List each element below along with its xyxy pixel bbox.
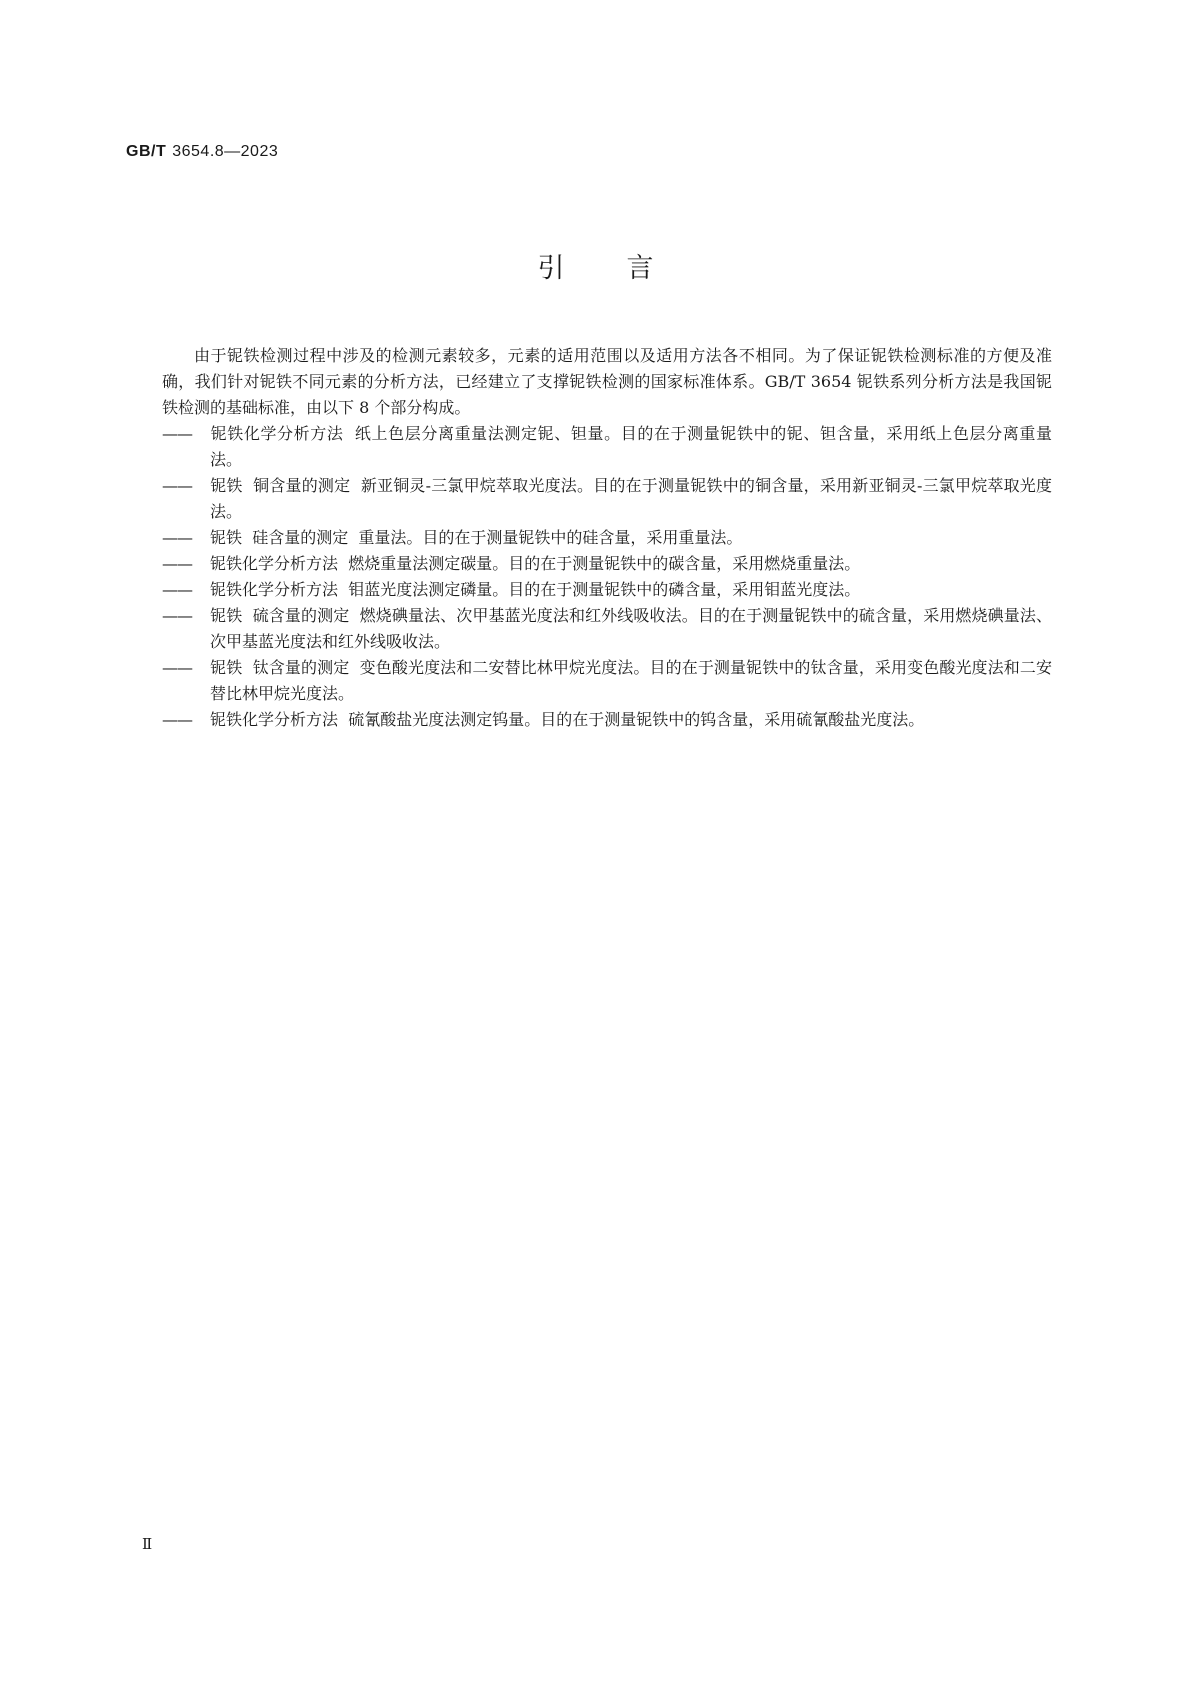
- part-name: 铌铁化学分析方法: [210, 580, 339, 599]
- part-method-2: 燃烧碘量法、次甲基蓝光度法和红外线吸收法: [359, 606, 682, 625]
- part-purpose: 目的在于测量铌铁中的硫含量，采用燃烧碘量法、次甲基蓝光度法和红外线吸收法。: [210, 606, 1052, 651]
- part-name: 铌铁化学分析方法: [210, 710, 339, 729]
- part-name: 铌铁: [210, 476, 243, 495]
- part-method: 硅含量的测定: [252, 528, 349, 547]
- list-dash: ——: [162, 580, 192, 599]
- page-number: Ⅱ: [142, 1535, 153, 1553]
- part-purpose: 目的在于测量铌铁中的铌、钽含量，采用纸上色层分离重量法。: [210, 424, 1052, 469]
- part-method-2: 重量法: [358, 528, 407, 547]
- list-item: —— 铌铁化学分析方法 硫氰酸盐光度法测定钨量。目的在于测量铌铁中的钨含量，采用硫氰酸盐光度法。: [162, 707, 1052, 733]
- list-dash: ——: [162, 606, 192, 625]
- part-method: 硫含量的测定: [252, 606, 350, 625]
- part-method: 硫氰酸盐光度法测定钨量: [348, 710, 525, 729]
- intro-paragraph: 由于铌铁检测过程中涉及的检测元素较多，元素的适用范围以及适用方法各不相同。为了保证铌铁检测标准的方便及准确，我们针对铌铁不同元素的分析方法，已经建立了支撑铌铁检测的国家标准体系。GB/T 3654 铌铁系列分析方法是我国铌铁检测的基础标准，由以下 8 个部分构成。: [162, 346, 1052, 417]
- list-item: —— 铌铁化学分析方法 纸上色层分离重量法测定铌、钽量。目的在于测量铌铁中的铌、钽含量，采用纸上色层分离重量法。: [162, 421, 1052, 473]
- part-method: 纸上色层分离重量法测定铌、钽量: [354, 424, 605, 443]
- introduction-body: [162, 343, 1052, 733]
- part-purpose: 目的在于测量铌铁中的铜含量，采用新亚铜灵-三氯甲烷萃取光度法。: [210, 476, 1052, 521]
- list-dash: ——: [162, 424, 192, 443]
- part-method-2: 变色酸光度法和二安替比林甲烷光度法: [359, 658, 634, 677]
- list-item: —— 铌铁 钛含量的测定 变色酸光度法和二安替比林甲烷光度法。目的在于测量铌铁中的钛含量，采用变色酸光度法和二安替比林甲烷光度法。: [162, 655, 1052, 707]
- part-purpose: 目的在于测量铌铁中的硅含量，采用重量法。: [422, 528, 743, 547]
- list-item: —— 铌铁化学分析方法 钼蓝光度法测定磷量。目的在于测量铌铁中的磷含量，采用钼蓝光度法。: [162, 577, 1052, 603]
- list-item: —— 铌铁化学分析方法 燃烧重量法测定碳量。目的在于测量铌铁中的碳含量，采用燃烧重量法。: [162, 551, 1052, 577]
- part-name: 铌铁: [210, 658, 243, 677]
- part-name: 铌铁: [210, 528, 243, 547]
- list-dash: ——: [162, 476, 192, 495]
- list-dash: ——: [162, 528, 192, 547]
- part-method: 燃烧重量法测定碳量: [348, 554, 493, 573]
- part-purpose: 目的在于测量铌铁中的磷含量，采用钼蓝光度法。: [508, 580, 861, 599]
- part-purpose: 目的在于测量铌铁中的碳含量，采用燃烧重量法。: [508, 554, 861, 573]
- list-dash: ——: [162, 710, 192, 729]
- standard-code: [126, 143, 278, 161]
- list-dash: ——: [162, 658, 192, 677]
- part-name: 铌铁化学分析方法: [210, 424, 344, 443]
- list-item: —— 铌铁 硫含量的测定 燃烧碘量法、次甲基蓝光度法和红外线吸收法。目的在于测量铌铁中的硫含量，采用燃烧碘量法、次甲基蓝光度法和红外线吸收法。: [162, 603, 1052, 655]
- parts-list: [162, 421, 1052, 733]
- part-method: 钼蓝光度法测定磷量: [348, 580, 493, 599]
- standard-code-number: 3654.8—2023: [172, 143, 279, 160]
- part-purpose: 目的在于测量铌铁中的钛含量，采用变色酸光度法和二安替比林甲烷光度法。: [210, 658, 1052, 703]
- part-method: 铜含量的测定: [253, 476, 351, 495]
- list-item: —— 铌铁 硅含量的测定 重量法。目的在于测量铌铁中的硅含量，采用重量法。: [162, 525, 1052, 551]
- page-title: 引言: [537, 253, 716, 284]
- list-dash: ——: [162, 554, 192, 573]
- part-name: 铌铁: [210, 606, 243, 625]
- part-method: 钛含量的测定: [252, 658, 350, 677]
- standard-code-prefix: GB/T: [126, 143, 167, 160]
- list-item: —— 铌铁 铜含量的测定 新亚铜灵-三氯甲烷萃取光度法。目的在于测量铌铁中的铜含量，采用新亚铜灵-三氯甲烷萃取光度法。: [162, 473, 1052, 525]
- part-method-2: 新亚铜灵-三氯甲烷萃取光度法: [360, 476, 577, 495]
- part-purpose: 目的在于测量铌铁中的钨含量，采用硫氰酸盐光度法。: [540, 710, 925, 729]
- part-name: 铌铁化学分析方法: [210, 554, 339, 573]
